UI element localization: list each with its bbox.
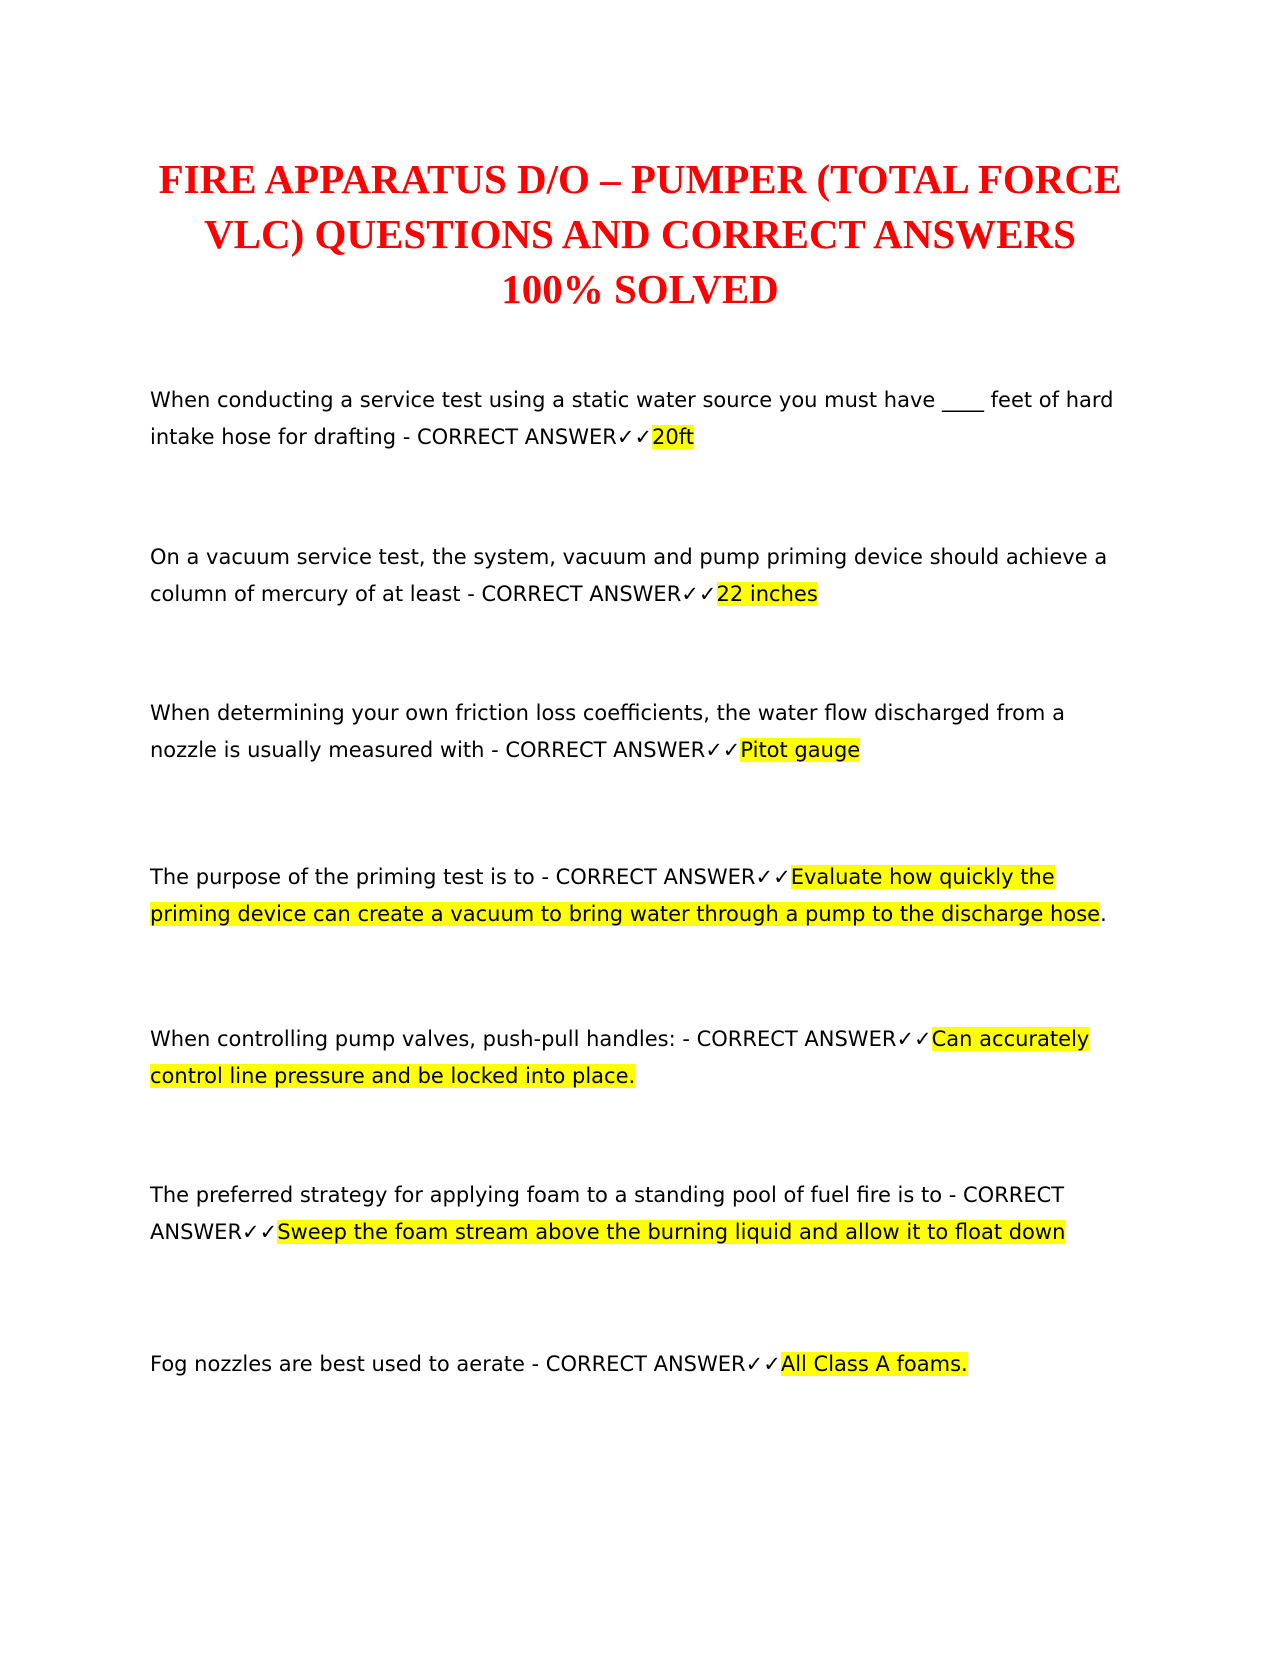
question-text: On a vacuum service test, the system, vacuum and pump priming device should achieve a column of mercury of at least - CORRECT ANSWER: [150, 545, 1108, 606]
check-marks: ✓✓: [705, 738, 741, 762]
qa-item-2: [150, 539, 1130, 613]
answer-trailing: .: [1100, 902, 1107, 926]
answer-highlight: Sweep the foam stream above the burning liquid and allow it to float down: [277, 1220, 1066, 1244]
check-marks: ✓✓: [681, 582, 717, 606]
answer-highlight: Evaluate how quickly the priming device can create a vacuum to bring water through a pump to the discharge hose: [150, 865, 1101, 926]
answer-highlight: 20ft: [652, 425, 695, 449]
check-marks: ✓✓: [896, 1027, 932, 1051]
question-text: The preferred strategy for applying foam to a standing pool of fuel fire is to - CORRECT ANSWER: [150, 1183, 1065, 1244]
answer-highlight: Can accurately control line pressure and be locked into place.: [150, 1027, 1090, 1088]
qa-item-6: [150, 1177, 1130, 1251]
qa-item-5: [150, 1021, 1130, 1095]
question-text: When determining your own friction loss coefficients, the water flow discharged from a nozzle is usually measured with - CORRECT ANSWER: [150, 701, 1065, 762]
check-marks: ✓✓: [745, 1352, 781, 1376]
question-text: When conducting a service test using a static water source you must have ____ feet of hard intake hose for drafting - CORRECT ANSWER: [150, 388, 1114, 449]
answer-highlight: Pitot gauge: [740, 738, 861, 762]
check-marks: ✓✓: [755, 865, 791, 889]
qa-item-4: [150, 859, 1130, 933]
question-text: Fog nozzles are best used to aerate - CORRECT ANSWER: [150, 1352, 746, 1376]
qa-item-3: [150, 695, 1130, 769]
document-title: FIRE APPARATUS D/O – PUMPER (TOTAL FORCE VLC) QUESTIONS AND CORRECT ANSWERS 100% SOLVED: [158, 156, 1122, 312]
qa-item-1: [150, 382, 1130, 456]
question-text: When controlling pump valves, push-pull handles: - CORRECT ANSWER: [150, 1027, 897, 1051]
check-marks: ✓✓: [616, 425, 653, 449]
check-marks: ✓✓: [242, 1220, 278, 1244]
question-text: The purpose of the priming test is to - CORRECT ANSWER: [150, 865, 756, 889]
answer-highlight: All Class A foams.: [780, 1352, 968, 1376]
qa-item-7: [150, 1346, 1130, 1383]
answer-highlight: 22 inches: [716, 582, 818, 606]
